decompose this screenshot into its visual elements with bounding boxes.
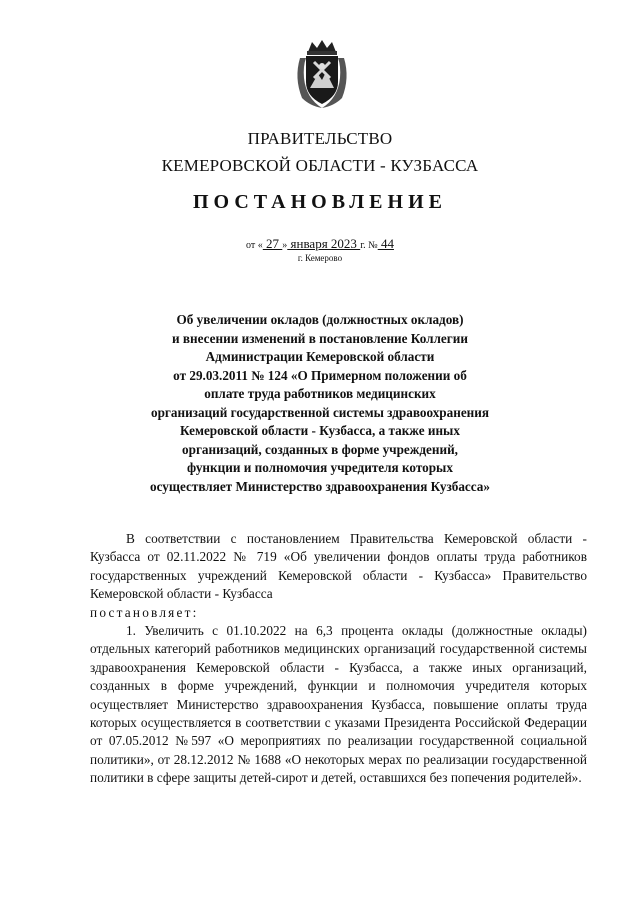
date-month-year: января 2023 bbox=[287, 236, 361, 251]
title-line: Администрации Кемеровской области bbox=[205, 349, 435, 364]
kuzbass-coat-of-arms-icon bbox=[292, 38, 352, 110]
title-line: от 29.03.2011 № 124 «О Примерном положении об bbox=[173, 367, 467, 383]
document-title bbox=[90, 311, 550, 496]
item-1-paragraph: 1. Увеличить с 01.10.2022 на 6,3 процента оклады (должностные оклады) отдельных категорий работников медицинских организаций государственной системы здравоохранения Кемеровской области - Кузбасса, а также иных организаций, созданных в форме учреждений, функции и полномочия учредителя которых осуществляет Министерство здравоохранения Кузбасса, повышение оплаты труда которых осуществляется в соответствии с указами Президента Российской Федерации от 07.05.2012 №597 «О мероприятиях по реализации государственной социальной политики», от 28.12.2012 № 1688 «О некоторых мерах по реализации государственной политики в сфере защиты детей-сирот и детей, оставшихся без попечения родителей». bbox=[90, 623, 587, 786]
date-mid: » bbox=[282, 240, 288, 251]
date-number-line bbox=[0, 236, 640, 252]
date-prefix: от « bbox=[246, 240, 263, 251]
document-number: 44 bbox=[377, 236, 394, 251]
title-line: и внесении изменений в постановление Коллегии bbox=[172, 330, 468, 346]
title-line: осуществляет Министерство здравоохранения Кузбасса» bbox=[150, 478, 490, 494]
intro-paragraph: В соответствии с постановлением Правительства Кемеровской области - Кузбасса от 02.11.2022 № 719 «Об увеличении фондов оплаты труда работников государственных учреждений Кемеровской области - Кузбасса» Правительство Кемеровской области - Кузбасса bbox=[90, 531, 587, 602]
title-line: функции и полномочия учредителя которых bbox=[187, 460, 453, 475]
title-line: организаций, созданных в форме учреждений, bbox=[182, 441, 458, 457]
decree-word: постановляет: bbox=[90, 604, 199, 620]
government-name-line1: ПРАВИТЕЛЬСТВО bbox=[247, 129, 393, 148]
city-name: г. Кемерово bbox=[297, 253, 343, 263]
title-line: Об увеличении окладов (должностных окладов) bbox=[176, 312, 464, 327]
government-name-line2: КЕМЕРОВСКОЙ ОБЛАСТИ - КУЗБАССА bbox=[161, 156, 479, 175]
title-line: Кемеровской области - Кузбасса, а также иных bbox=[180, 423, 460, 438]
title-line: организаций государственной системы здравоохранения bbox=[150, 404, 490, 420]
date-suffix: г. № bbox=[360, 240, 378, 251]
document-type: ПОСТАНОВЛЕНИЕ bbox=[193, 191, 447, 213]
date-day: 27 bbox=[262, 236, 283, 251]
document-body bbox=[90, 530, 587, 788]
title-line: оплате труда работников медицинских bbox=[204, 386, 436, 401]
